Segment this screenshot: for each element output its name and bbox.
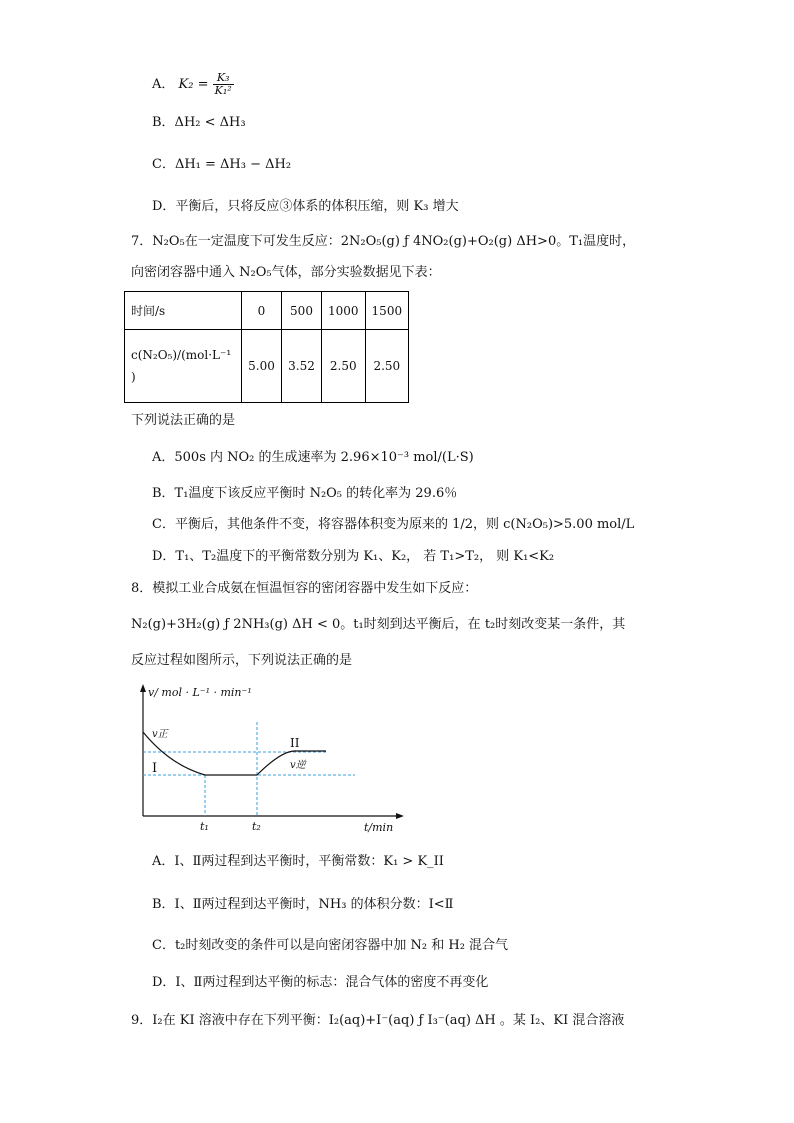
q8-stem-line2: N₂(g)+3H₂(g) ƒ 2NH₃(g) ΔH < 0。t₁时刻到达平衡后，在 t₂时刻改变某一条件，其 [131,617,626,632]
q9-stem-line1: 9．I₂在 KI 溶液中存在下列平衡：I₂(aq)+I⁻(aq) ƒ I₃⁻(aq) ΔH 。某 I₂、KI 混合溶液 [131,1013,625,1028]
table-row [125,330,409,403]
t2-label: t₂ [252,820,261,833]
y-axis-label: v/ mol · L⁻¹ · min⁻¹ [148,686,252,699]
x-axis-arrow [396,813,404,819]
q8-option-b: B．Ⅰ、Ⅱ两过程到达平衡时，NH₃ 的体积分数：Ⅰ<Ⅱ [152,897,454,912]
v-reverse-label: v逆 [290,760,306,771]
q7-option-b: B．T₁温度下该反应平衡时 N₂O₅ 的转化率为 29.6％ [152,486,458,501]
q8-option-a: A．Ⅰ、Ⅱ两过程到达平衡时，平衡常数：K₁ > K_II [152,854,444,869]
table-header-cell: 时间/s [125,292,242,330]
table-header-cell: 0 [242,292,282,330]
y-axis-arrow [140,684,146,692]
q6-option-d: D．平衡后，只将反应③体系的体积压缩，则 K₃ 增大 [152,199,459,214]
table-cell: 3.52 [282,330,322,403]
q7-stem-line1: 7．N₂O₅在一定温度下可发生反应：2N₂O₅(g) ƒ 4NO₂(g)+O₂(g) ΔH>0。T₁温度时， [131,234,636,249]
q8-option-d: D．Ⅰ、Ⅱ两过程到达平衡的标志：混合气体的密度不再变化 [152,975,489,990]
q8-option-c: C．t₂时刻改变的条件可以是向密闭容器中加 N₂ 和 H₂ 混合气 [152,938,509,953]
region-1-label: I [152,761,158,776]
x-axis-label: t/min [364,821,394,834]
table-row [125,292,409,330]
q7-option-a: A．500s 内 NO₂ 的生成速率为 2.96×10⁻³ mol/(L·S) [152,450,474,465]
table-header-cell: 1500 [365,292,409,330]
q6-option-a: A． K₂ = $\frac{\text{K₃}}{\text{K₁²}}$ [152,71,232,97]
q8-stem-line1: 8．模拟工业合成氨在恒温恒容的密闭容器中发生如下反应： [131,581,478,596]
q7-data-table [124,291,409,403]
q7-option-d: D．T₁、T₂温度下的平衡常数分别为 K₁、K₂， 若 T₁>T₂， 则 K₁<K₂ [152,549,555,564]
q7-option-c: C．平衡后，其他条件不变，将容器体积变为原来的 1/2，则 c(N₂O₅)>5.00 mol/L [152,517,635,532]
table-cell: 5.00 [242,330,282,403]
table-cell: 2.50 [365,330,409,403]
q6-option-b: B．ΔH₂ < ΔH₃ [152,115,246,130]
table-row-label: c(N₂O₅)/(mol·L⁻¹ ) [125,330,242,403]
q8-stem-line3: 反应过程如图所示，下列说法正确的是 [131,653,353,668]
fraction-numerator: K₃ [213,72,234,85]
q7-stem-line2: 向密闭容器中通入 N₂O₅气体，部分实验数据见下表： [131,265,441,280]
q6-option-c: C．ΔH₁ = ΔH₃ − ΔH₂ [152,157,292,172]
fraction-denominator: K₁² [214,84,232,97]
t1-label: t₁ [200,820,209,833]
table-header-cell: 500 [282,292,322,330]
region-2-label: II [290,736,300,750]
table-header-cell: 1000 [322,292,366,330]
table-cell: 2.50 [322,330,366,403]
v-forward-label: v正 [152,729,168,740]
q7-question: 下列说法正确的是 [131,413,236,428]
rate-time-graph [130,680,410,835]
